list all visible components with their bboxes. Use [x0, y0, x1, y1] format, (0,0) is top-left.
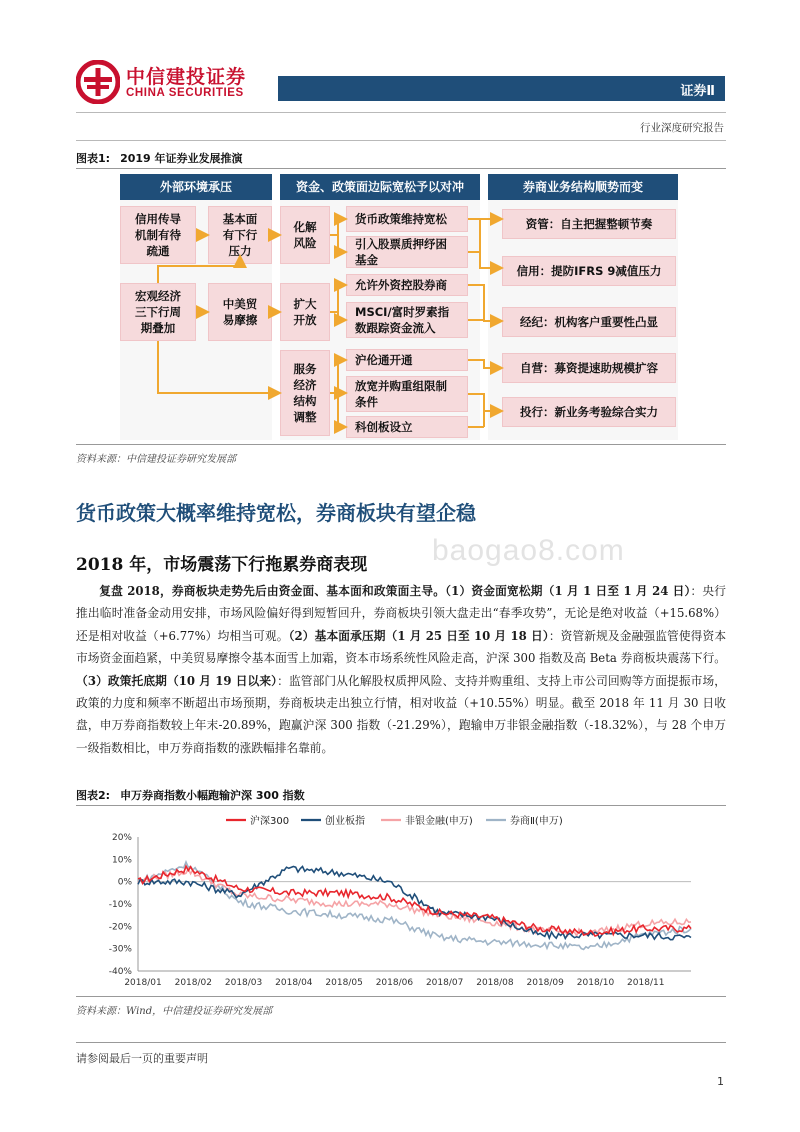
- legend-label: 创业板指: [325, 816, 365, 827]
- header-bar: [278, 76, 725, 101]
- body-paragraph: [76, 580, 726, 759]
- figure1-top-rule: [76, 168, 726, 169]
- y-tick-label: 20%: [111, 833, 132, 843]
- figure1-bottom-rule: [76, 444, 726, 445]
- box-foreign-control: 允许外资控股券商: [346, 274, 468, 296]
- para-part3-bold: （3）政策托底期（10 月 19 日以来）: [76, 673, 278, 688]
- x-tick-label: 2018/11: [627, 978, 665, 988]
- report-type: 行业深度研究报告: [640, 122, 724, 134]
- box-serve-economy: 服务 经济 结构 调整: [280, 350, 330, 436]
- x-tick-label: 2018/10: [576, 978, 615, 988]
- page-number: 1: [717, 1075, 724, 1088]
- line-chart: [76, 810, 726, 992]
- x-tick-label: 2018/07: [425, 978, 464, 988]
- para-part2-bold: （2）基本面承压期（1 月 25 日至 10 月 18 日）: [288, 628, 549, 643]
- section-tag: 证券Ⅱ: [680, 84, 715, 99]
- footer-disclaimer: 请参阅最后一页的重要声明: [76, 1052, 208, 1065]
- box-brokerage: 经纪：机构客户重要性凸显: [502, 307, 676, 337]
- figure2-bottom-rule: [76, 996, 726, 997]
- figure1-title-text: 2019 年证券业发展推演: [120, 152, 243, 165]
- para-part3: ：监管部门从化解股权质押风险、支持并购重组、支持上市公司回购等方面提振市场，政策的力度和频率不断超出市场预期，券商板块走出独立行情，相对收益（+10.55%）明显。截至 2018 年 11 月 30 日收盘，申万券商指数较上年末-20.89%，跑赢沪深 300 指数（-21.29%），跑输申万非银金融指数（-18.32%），与 28 个申万一级指数相比，申万券商指数的涨跌幅排名靠前。: [76, 673, 726, 755]
- legend-label: 券商Ⅱ(申万): [510, 816, 563, 827]
- legend-label: 沪深300: [250, 816, 290, 827]
- section-title: 货币政策大概率维持宽松，券商板块有望企稳: [76, 501, 476, 525]
- box-trade-friction: 中美贸 易摩擦: [208, 283, 272, 341]
- series-line-0: [138, 866, 691, 936]
- para-part1: ：央行推出临时准备金动用安排，市场风险偏好得到短暂回升，券商板块引领大盘走出“春季攻势”，无论是绝对收益（+15.68%）还是相对收益（+6.77%）均相当可观。: [76, 584, 726, 643]
- company-logo: [76, 60, 266, 106]
- watermark: baogao8.com: [432, 534, 625, 567]
- box-investment-banking: 投行：新业务考验综合实力: [502, 397, 676, 427]
- box-msci-inflow: MSCI/富时罗素指 数跟踪资金流入: [346, 302, 468, 338]
- box-credit-transmission: 信用传导 机制有待 疏通: [120, 206, 196, 264]
- series-line-3: [138, 862, 691, 949]
- figure1-title: [76, 150, 243, 166]
- box-fundamental-pressure: 基本面 有下行 压力: [208, 206, 272, 264]
- x-tick-label: 2018/05: [325, 978, 363, 988]
- box-asset-management: 资管：自主把握整顿节奏: [502, 209, 676, 239]
- box-defuse-risk: 化解 风险: [280, 206, 330, 264]
- box-macro-cycles: 宏观经济 三下行周 期叠加: [120, 283, 196, 341]
- figure2-number: 图表2:: [76, 789, 111, 802]
- para-part2: ：资管新规及金融强监管使得资本市场资金面趋紧，中美贸易摩擦令基本面雪上加霜，资本市场系统性风险走高，沪深 300 指数及高 Beta 券商板块震荡下行。: [76, 628, 727, 666]
- logo-chinese-name: 中信建投证券: [126, 66, 247, 88]
- header-external-pressure: 外部环境承压: [120, 174, 272, 200]
- x-tick-label: 2018/03: [224, 978, 263, 988]
- figure1-source: 资料来源：中信建投证券研究发展部: [76, 454, 236, 465]
- y-tick-label: -40%: [108, 967, 132, 977]
- figure2-title-text: 申万券商指数小幅跑输沪深 300 指数: [120, 789, 305, 802]
- header-policy-easing: 资金、政策面边际宽松予以对冲: [280, 174, 480, 200]
- x-tick-label: 2018/08: [476, 978, 514, 988]
- x-tick-label: 2018/06: [375, 978, 414, 988]
- box-monetary-policy: 货币政策维持宽松: [346, 206, 468, 232]
- figure2-source: 资料来源：Wind，中信建投证券研究发展部: [76, 1006, 273, 1017]
- header-rule: [76, 112, 726, 113]
- x-tick-label: 2018/04: [275, 978, 313, 988]
- box-expand-opening: 扩大 开放: [280, 283, 330, 341]
- figure2-top-rule: [76, 805, 726, 806]
- subsection-title: 2018 年，市场震荡下行拖累券商表现: [76, 555, 368, 575]
- footer-rule: [76, 1042, 726, 1043]
- para-part1-bold: 复盘 2018，券商板块走势先后由资金面、基本面和政策面主导。（1）资金面宽松期（1 月 1 日至 1 月 24 日）: [99, 584, 691, 598]
- box-bailout-fund: 引入股票质押纾困 基金: [346, 236, 468, 268]
- y-tick-label: 10%: [111, 855, 132, 866]
- y-tick-label: -20%: [108, 922, 132, 933]
- box-star-market: 科创板设立: [346, 416, 468, 438]
- box-credit-business: 信用：提防IFRS 9减值压力: [502, 256, 676, 286]
- figure1-number: 图表1:: [76, 152, 111, 165]
- y-tick-label: -30%: [108, 944, 132, 955]
- x-tick-label: 2018/02: [174, 978, 212, 988]
- box-proprietary: 自营：募资提速助规模扩容: [502, 353, 676, 383]
- header-business-structure: 券商业务结构顺势而变: [488, 174, 678, 200]
- x-tick-label: 2018/01: [124, 978, 162, 988]
- figure2-title: [76, 787, 305, 803]
- legend-label: 非银金融(申万): [405, 816, 473, 827]
- subheader-rule: [76, 140, 726, 141]
- y-tick-label: -10%: [108, 900, 132, 910]
- box-m-and-a: 放宽并购重组限制 条件: [346, 376, 468, 412]
- y-tick-label: 0%: [117, 877, 132, 888]
- logo-mark-icon: [76, 60, 120, 104]
- box-shanghai-london: 沪伦通开通: [346, 349, 468, 371]
- logo-english-name: CHINA SECURITIES: [126, 87, 244, 99]
- x-tick-label: 2018/09: [526, 978, 564, 988]
